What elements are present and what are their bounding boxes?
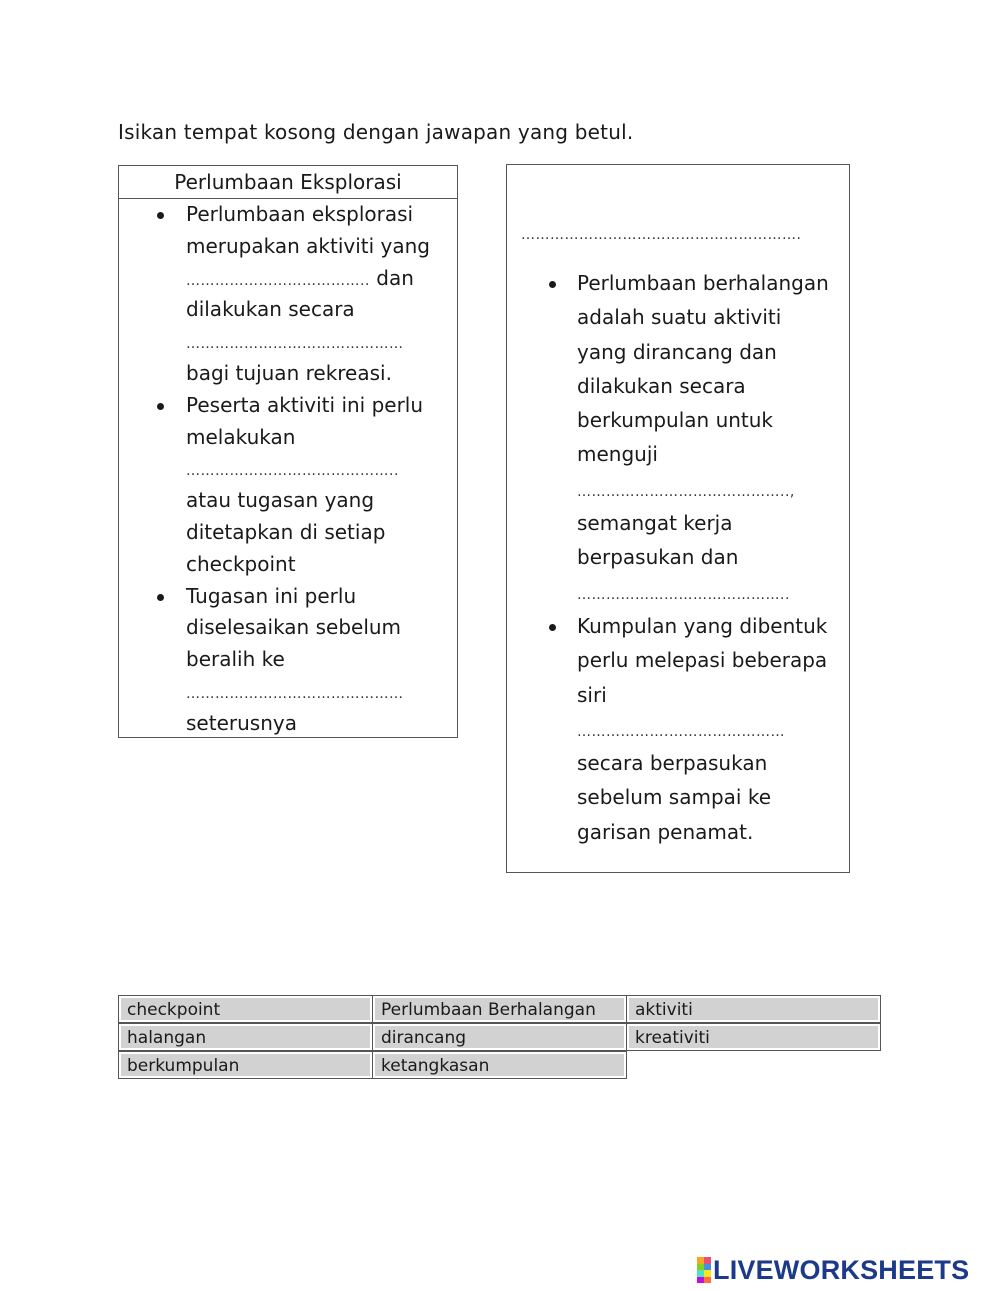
- answer-blank[interactable]: ………………………………………: [186, 336, 404, 353]
- answer-blank[interactable]: ………………………………………: [186, 685, 404, 702]
- text-line: ditetapkan di setiap: [186, 519, 386, 544]
- word-bank-cell: [118, 1023, 373, 1051]
- text-line: merupakan aktiviti yang: [186, 233, 431, 258]
- logo-text: LIVEWORKSHEETS: [713, 1254, 970, 1285]
- bullet-icon: [157, 403, 164, 410]
- word-bank-cell: [118, 1051, 373, 1079]
- text-line: semangat kerja: [577, 511, 733, 536]
- bullet-item: [507, 609, 849, 849]
- text-line: dilakukan secara: [186, 297, 355, 322]
- text-line: seterusnya: [186, 710, 297, 735]
- text-line: melakukan: [186, 424, 296, 449]
- word-bank-cell: [626, 995, 881, 1023]
- bullet-item: [119, 199, 457, 390]
- word-bank-word[interactable]: aktiviti: [629, 998, 878, 1020]
- word-bank-cell: [372, 1051, 627, 1079]
- text-line: yang dirancang dan: [577, 339, 777, 364]
- text-line: perlu melepasi beberapa: [577, 648, 828, 673]
- word-bank-word[interactable]: berkumpulan: [121, 1054, 370, 1076]
- logo-block: [704, 1277, 711, 1284]
- bullet-icon: [549, 624, 556, 631]
- text-line: siri: [577, 682, 607, 707]
- text-line: Tugasan ini perlu: [186, 583, 357, 608]
- answer-blank[interactable]: ……………………………………..: [186, 463, 399, 480]
- exploration-race-header: Perlumbaan Eksplorasi: [119, 166, 457, 199]
- word-bank-word[interactable]: checkpoint: [121, 998, 370, 1020]
- obstacle-race-bullets: [507, 266, 849, 849]
- word-bank-word[interactable]: ketangkasan: [375, 1054, 624, 1076]
- text-line: atau tugasan yang: [186, 488, 375, 513]
- text-line: adalah suatu aktiviti: [577, 305, 782, 330]
- title-blank[interactable]: ………………………………………………….: [521, 227, 802, 243]
- text-line: Perlumbaan berhalangan: [577, 271, 829, 295]
- word-bank-cell: [372, 1023, 627, 1051]
- text-line: dilakukan secara: [577, 373, 746, 398]
- bullet-icon: [549, 281, 556, 288]
- text-line: sebelum sampai ke: [577, 785, 771, 810]
- bullet-icon: [157, 594, 164, 601]
- text-line: beralih ke: [186, 647, 285, 672]
- text-line: bagi tujuan rekreasi.: [186, 360, 392, 385]
- text-line: checkpoint: [186, 551, 296, 576]
- liveworksheets-logo: [697, 1255, 969, 1285]
- word-bank-word[interactable]: halangan: [121, 1026, 370, 1048]
- exploration-race-bullets: [119, 199, 457, 740]
- text-line: Peserta aktiviti ini perlu: [186, 392, 424, 417]
- word-bank-word[interactable]: dirancang: [375, 1026, 624, 1048]
- text-line: garisan penamat.: [577, 819, 754, 844]
- bullet-icon: [157, 212, 164, 219]
- text-line: berpasukan dan: [577, 545, 739, 570]
- text-line: secara berpasukan: [577, 751, 768, 776]
- instruction-text: Isikan tempat kosong dengan jawapan yang betul.: [118, 120, 634, 144]
- text-line: Kumpulan yang dibentuk: [577, 613, 828, 638]
- answer-blank[interactable]: ……………………………………..,: [577, 483, 795, 500]
- text-line: diselesaikan sebelum: [186, 615, 402, 640]
- answer-blank[interactable]: ……………….……………………: [577, 723, 785, 740]
- word-bank-cell: [626, 1023, 881, 1051]
- text-line: berkumpulan untuk: [577, 408, 774, 433]
- bullet-item: [119, 581, 457, 740]
- obstacle-race-box: [506, 164, 850, 873]
- text-line: Perlumbaan eksplorasi: [186, 202, 414, 226]
- bullet-item: [119, 390, 457, 581]
- word-bank-word[interactable]: kreativiti: [629, 1026, 878, 1048]
- text-line: menguji: [577, 442, 658, 467]
- bullet-item: [507, 266, 849, 609]
- word-bank-cell: [372, 995, 627, 1023]
- exploration-race-box: [118, 165, 458, 738]
- answer-blank[interactable]: ……………………………….. dan: [186, 265, 414, 290]
- logo-block: [697, 1277, 704, 1284]
- word-bank-word[interactable]: Perlumbaan Berhalangan: [375, 998, 624, 1020]
- logo-blocks-icon: [697, 1257, 711, 1283]
- answer-blank[interactable]: ……………………………………..: [577, 586, 790, 603]
- word-bank-cell: [118, 995, 373, 1023]
